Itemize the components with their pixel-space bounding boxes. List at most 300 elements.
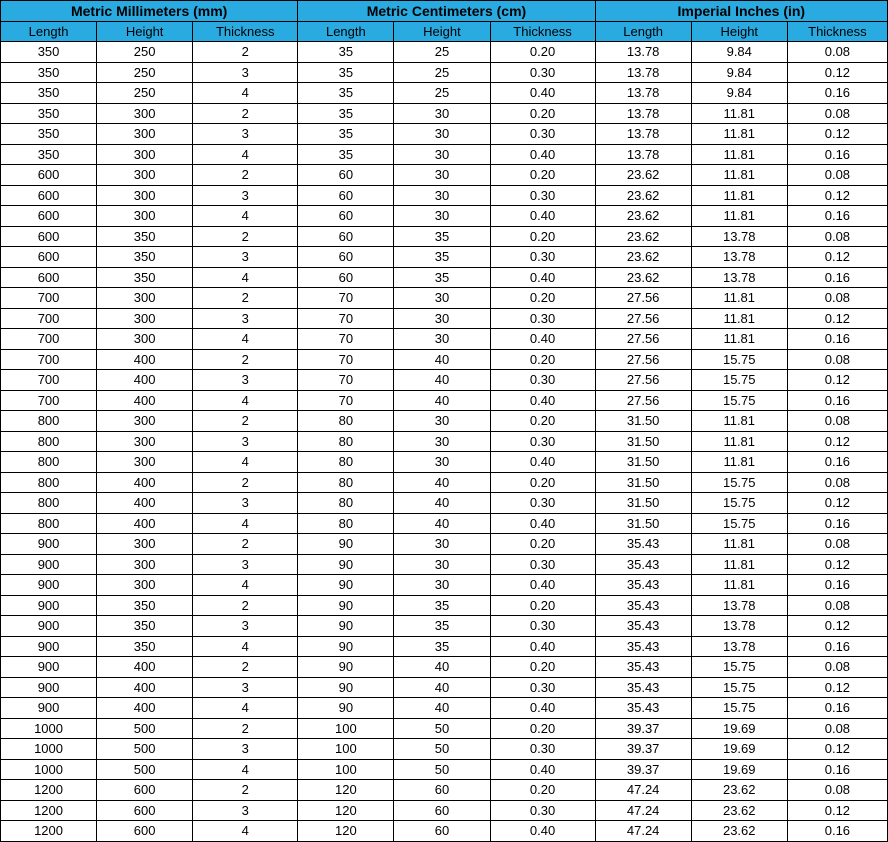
table-cell: 2 [193, 472, 298, 493]
table-cell: 400 [97, 472, 193, 493]
table-cell: 90 [298, 616, 394, 637]
table-cell: 23.62 [691, 800, 787, 821]
table-cell: 60 [394, 780, 490, 801]
table-row [1, 472, 888, 493]
table-cell: 40 [394, 390, 490, 411]
table-cell: 0.20 [490, 534, 595, 555]
table-cell: 800 [1, 493, 97, 514]
table-cell: 4 [193, 759, 298, 780]
table-row [1, 62, 888, 83]
table-cell: 80 [298, 472, 394, 493]
table-cell: 700 [1, 329, 97, 350]
table-cell: 250 [97, 42, 193, 63]
table-cell: 1000 [1, 739, 97, 760]
table-cell: 350 [1, 83, 97, 104]
table-cell: 4 [193, 636, 298, 657]
table-cell: 80 [298, 411, 394, 432]
table-cell: 35.43 [595, 575, 691, 596]
table-cell: 600 [1, 165, 97, 186]
table-cell: 11.81 [691, 288, 787, 309]
table-cell: 0.30 [490, 370, 595, 391]
table-cell: 60 [394, 800, 490, 821]
table-cell: 0.30 [490, 247, 595, 268]
table-cell: 0.08 [787, 780, 887, 801]
table-cell: 0.30 [490, 800, 595, 821]
table-cell: 31.50 [595, 431, 691, 452]
table-cell: 27.56 [595, 288, 691, 309]
table-cell: 0.08 [787, 288, 887, 309]
table-cell: 900 [1, 636, 97, 657]
table-cell: 50 [394, 739, 490, 760]
table-cell: 11.81 [691, 185, 787, 206]
table-cell: 100 [298, 739, 394, 760]
table-cell: 15.75 [691, 493, 787, 514]
table-cell: 30 [394, 165, 490, 186]
table-cell: 35 [298, 144, 394, 165]
table-cell: 11.81 [691, 575, 787, 596]
table-cell: 60 [298, 247, 394, 268]
table-cell: 3 [193, 370, 298, 391]
table-cell: 70 [298, 308, 394, 329]
table-cell: 0.40 [490, 575, 595, 596]
table-cell: 3 [193, 616, 298, 637]
table-cell: 1000 [1, 718, 97, 739]
table-cell: 0.20 [490, 288, 595, 309]
table-cell: 600 [1, 267, 97, 288]
table-cell: 15.75 [691, 472, 787, 493]
table-cell: 900 [1, 595, 97, 616]
table-cell: 0.40 [490, 83, 595, 104]
table-cell: 4 [193, 821, 298, 842]
table-row [1, 103, 888, 124]
table-cell: 60 [298, 185, 394, 206]
table-cell: 15.75 [691, 513, 787, 534]
table-row [1, 247, 888, 268]
table-cell: 0.40 [490, 329, 595, 350]
table-row [1, 42, 888, 63]
table-cell: 40 [394, 493, 490, 514]
table-cell: 0.12 [787, 554, 887, 575]
table-cell: 400 [97, 370, 193, 391]
table-cell: 3 [193, 677, 298, 698]
table-row [1, 144, 888, 165]
table-row [1, 288, 888, 309]
table-cell: 11.81 [691, 165, 787, 186]
table-head [1, 1, 888, 42]
table-row [1, 165, 888, 186]
table-cell: 0.12 [787, 124, 887, 145]
table-cell: 90 [298, 595, 394, 616]
table-cell: 35 [394, 616, 490, 637]
table-cell: 0.30 [490, 616, 595, 637]
column-header-row [1, 22, 888, 42]
table-row [1, 349, 888, 370]
table-cell: 11.81 [691, 554, 787, 575]
table-cell: 31.50 [595, 493, 691, 514]
group-header-metric-cm: Metric Centimeters (cm) [298, 1, 595, 22]
table-row [1, 821, 888, 842]
table-cell: 300 [97, 554, 193, 575]
table-cell: 70 [298, 370, 394, 391]
table-cell: 350 [97, 636, 193, 657]
table-cell: 13.78 [595, 62, 691, 83]
table-cell: 9.84 [691, 42, 787, 63]
table-cell: 900 [1, 554, 97, 575]
table-row [1, 554, 888, 575]
table-row [1, 657, 888, 678]
table-cell: 0.40 [490, 821, 595, 842]
table-cell: 300 [97, 288, 193, 309]
table-cell: 100 [298, 759, 394, 780]
table-row [1, 390, 888, 411]
table-row [1, 83, 888, 104]
table-cell: 15.75 [691, 349, 787, 370]
table-cell: 80 [298, 431, 394, 452]
table-cell: 0.40 [490, 759, 595, 780]
column-header-mm-thickness: Thickness [193, 22, 298, 42]
table-cell: 30 [394, 534, 490, 555]
table-row [1, 739, 888, 760]
table-row [1, 493, 888, 514]
table-cell: 60 [298, 226, 394, 247]
table-cell: 31.50 [595, 472, 691, 493]
table-cell: 50 [394, 718, 490, 739]
table-cell: 35 [298, 83, 394, 104]
table-cell: 0.16 [787, 206, 887, 227]
table-cell: 30 [394, 103, 490, 124]
table-cell: 0.16 [787, 83, 887, 104]
table-cell: 400 [97, 657, 193, 678]
table-cell: 0.12 [787, 800, 887, 821]
table-cell: 0.20 [490, 780, 595, 801]
table-cell: 0.30 [490, 308, 595, 329]
table-cell: 0.20 [490, 103, 595, 124]
table-cell: 400 [97, 513, 193, 534]
table-cell: 350 [97, 226, 193, 247]
table-cell: 600 [1, 185, 97, 206]
table-cell: 25 [394, 83, 490, 104]
table-cell: 47.24 [595, 780, 691, 801]
table-cell: 2 [193, 595, 298, 616]
table-cell: 300 [97, 329, 193, 350]
table-cell: 300 [97, 534, 193, 555]
table-cell: 300 [97, 431, 193, 452]
table-row [1, 370, 888, 391]
table-cell: 2 [193, 411, 298, 432]
table-row [1, 226, 888, 247]
table-cell: 0.16 [787, 267, 887, 288]
table-cell: 23.62 [691, 780, 787, 801]
table-cell: 4 [193, 698, 298, 719]
table-cell: 35 [394, 595, 490, 616]
table-cell: 700 [1, 370, 97, 391]
table-cell: 800 [1, 411, 97, 432]
table-cell: 4 [193, 513, 298, 534]
table-cell: 1200 [1, 821, 97, 842]
table-cell: 15.75 [691, 698, 787, 719]
table-cell: 2 [193, 349, 298, 370]
table-row [1, 452, 888, 473]
table-cell: 60 [394, 821, 490, 842]
table-cell: 0.12 [787, 431, 887, 452]
table-cell: 90 [298, 575, 394, 596]
table-row [1, 206, 888, 227]
table-cell: 27.56 [595, 370, 691, 391]
table-cell: 23.62 [595, 226, 691, 247]
table-cell: 40 [394, 472, 490, 493]
table-cell: 30 [394, 206, 490, 227]
table-cell: 350 [1, 124, 97, 145]
table-cell: 9.84 [691, 62, 787, 83]
table-cell: 15.75 [691, 677, 787, 698]
table-cell: 11.81 [691, 452, 787, 473]
table-cell: 39.37 [595, 739, 691, 760]
table-cell: 600 [1, 226, 97, 247]
table-cell: 400 [97, 698, 193, 719]
table-cell: 40 [394, 657, 490, 678]
table-cell: 0.08 [787, 534, 887, 555]
table-cell: 300 [97, 308, 193, 329]
table-cell: 3 [193, 739, 298, 760]
table-cell: 0.08 [787, 595, 887, 616]
table-cell: 19.69 [691, 759, 787, 780]
group-header-row [1, 1, 888, 22]
table-cell: 300 [97, 124, 193, 145]
column-header-cm-height: Height [394, 22, 490, 42]
table-cell: 0.08 [787, 411, 887, 432]
table-cell: 0.16 [787, 390, 887, 411]
table-cell: 35.43 [595, 636, 691, 657]
table-cell: 600 [97, 821, 193, 842]
table-cell: 0.30 [490, 739, 595, 760]
table-cell: 27.56 [595, 390, 691, 411]
table-cell: 800 [1, 513, 97, 534]
table-cell: 3 [193, 308, 298, 329]
table-cell: 300 [97, 452, 193, 473]
table-cell: 4 [193, 83, 298, 104]
table-cell: 60 [298, 267, 394, 288]
table-cell: 0.20 [490, 595, 595, 616]
table-cell: 2 [193, 780, 298, 801]
table-cell: 0.16 [787, 575, 887, 596]
table-cell: 35.43 [595, 595, 691, 616]
table-cell: 13.78 [595, 42, 691, 63]
table-cell: 39.37 [595, 759, 691, 780]
table-cell: 0.12 [787, 247, 887, 268]
table-cell: 19.69 [691, 718, 787, 739]
table-cell: 500 [97, 759, 193, 780]
table-body [1, 42, 888, 842]
table-cell: 35.43 [595, 657, 691, 678]
table-cell: 700 [1, 349, 97, 370]
table-row [1, 575, 888, 596]
table-cell: 900 [1, 657, 97, 678]
table-cell: 0.40 [490, 267, 595, 288]
table-cell: 90 [298, 677, 394, 698]
table-cell: 0.20 [490, 226, 595, 247]
table-cell: 35.43 [595, 534, 691, 555]
table-row [1, 677, 888, 698]
table-cell: 30 [394, 431, 490, 452]
table-cell: 13.78 [595, 103, 691, 124]
table-cell: 0.08 [787, 226, 887, 247]
table-cell: 0.16 [787, 636, 887, 657]
table-cell: 600 [97, 800, 193, 821]
table-cell: 0.40 [490, 206, 595, 227]
table-cell: 35 [394, 636, 490, 657]
table-cell: 40 [394, 370, 490, 391]
table-cell: 31.50 [595, 452, 691, 473]
table-cell: 800 [1, 431, 97, 452]
table-cell: 80 [298, 513, 394, 534]
table-cell: 250 [97, 83, 193, 104]
table-cell: 25 [394, 42, 490, 63]
table-cell: 0.30 [490, 185, 595, 206]
table-cell: 0.20 [490, 718, 595, 739]
table-cell: 90 [298, 636, 394, 657]
table-cell: 39.37 [595, 718, 691, 739]
table-cell: 0.08 [787, 165, 887, 186]
table-cell: 11.81 [691, 308, 787, 329]
table-row [1, 329, 888, 350]
table-cell: 47.24 [595, 821, 691, 842]
table-cell: 300 [97, 144, 193, 165]
table-cell: 4 [193, 575, 298, 596]
table-cell: 0.16 [787, 452, 887, 473]
table-cell: 11.81 [691, 411, 787, 432]
column-header-cm-thickness: Thickness [490, 22, 595, 42]
table-cell: 0.20 [490, 349, 595, 370]
table-cell: 0.20 [490, 657, 595, 678]
table-cell: 11.81 [691, 206, 787, 227]
table-cell: 350 [97, 616, 193, 637]
table-cell: 0.20 [490, 42, 595, 63]
table-cell: 70 [298, 390, 394, 411]
table-cell: 11.81 [691, 144, 787, 165]
table-cell: 30 [394, 411, 490, 432]
table-cell: 3 [193, 800, 298, 821]
table-cell: 600 [1, 206, 97, 227]
table-cell: 300 [97, 206, 193, 227]
table-cell: 300 [97, 185, 193, 206]
table-cell: 0.30 [490, 493, 595, 514]
table-cell: 70 [298, 349, 394, 370]
table-row [1, 718, 888, 739]
table-cell: 0.12 [787, 493, 887, 514]
table-cell: 30 [394, 329, 490, 350]
table-cell: 300 [97, 411, 193, 432]
table-cell: 27.56 [595, 329, 691, 350]
table-cell: 23.62 [595, 247, 691, 268]
table-cell: 700 [1, 288, 97, 309]
table-row [1, 267, 888, 288]
table-cell: 0.30 [490, 62, 595, 83]
table-cell: 40 [394, 513, 490, 534]
table-cell: 400 [97, 349, 193, 370]
table-cell: 70 [298, 288, 394, 309]
table-cell: 0.12 [787, 739, 887, 760]
table-cell: 90 [298, 657, 394, 678]
table-cell: 1200 [1, 800, 97, 821]
table-cell: 90 [298, 534, 394, 555]
table-cell: 90 [298, 698, 394, 719]
column-header-in-thickness: Thickness [787, 22, 887, 42]
table-cell: 35 [298, 103, 394, 124]
table-cell: 500 [97, 739, 193, 760]
table-cell: 900 [1, 677, 97, 698]
table-cell: 23.62 [595, 185, 691, 206]
table-cell: 25 [394, 62, 490, 83]
table-cell: 0.40 [490, 698, 595, 719]
table-cell: 3 [193, 62, 298, 83]
table-cell: 23.62 [595, 206, 691, 227]
table-cell: 900 [1, 698, 97, 719]
table-cell: 600 [97, 780, 193, 801]
table-cell: 4 [193, 267, 298, 288]
table-cell: 0.08 [787, 472, 887, 493]
table-cell: 40 [394, 698, 490, 719]
table-cell: 2 [193, 288, 298, 309]
table-cell: 30 [394, 124, 490, 145]
table-row [1, 513, 888, 534]
table-cell: 11.81 [691, 431, 787, 452]
table-cell: 0.12 [787, 616, 887, 637]
table-cell: 350 [1, 144, 97, 165]
table-cell: 0.40 [490, 144, 595, 165]
table-row [1, 636, 888, 657]
table-row [1, 185, 888, 206]
table-cell: 0.16 [787, 329, 887, 350]
table-row [1, 800, 888, 821]
table-row [1, 595, 888, 616]
table-cell: 13.78 [691, 226, 787, 247]
table-cell: 0.30 [490, 124, 595, 145]
table-cell: 11.81 [691, 124, 787, 145]
table-cell: 30 [394, 452, 490, 473]
table-cell: 900 [1, 575, 97, 596]
table-cell: 27.56 [595, 349, 691, 370]
table-cell: 13.78 [595, 144, 691, 165]
table-cell: 900 [1, 534, 97, 555]
table-row [1, 308, 888, 329]
group-header-imperial-in: Imperial Inches (in) [595, 1, 887, 22]
table-cell: 0.08 [787, 657, 887, 678]
table-row [1, 431, 888, 452]
table-cell: 35 [394, 247, 490, 268]
table-cell: 0.12 [787, 185, 887, 206]
table-cell: 0.08 [787, 42, 887, 63]
table-cell: 0.20 [490, 411, 595, 432]
table-cell: 23.62 [595, 165, 691, 186]
table-cell: 23.62 [691, 821, 787, 842]
column-header-mm-length: Length [1, 22, 97, 42]
table-cell: 700 [1, 308, 97, 329]
table-cell: 30 [394, 554, 490, 575]
table-cell: 9.84 [691, 83, 787, 104]
table-cell: 30 [394, 308, 490, 329]
table-cell: 27.56 [595, 308, 691, 329]
table-cell: 700 [1, 390, 97, 411]
table-cell: 0.16 [787, 759, 887, 780]
table-cell: 350 [1, 62, 97, 83]
table-cell: 80 [298, 493, 394, 514]
table-cell: 19.69 [691, 739, 787, 760]
table-cell: 4 [193, 452, 298, 473]
table-cell: 0.08 [787, 103, 887, 124]
table-cell: 300 [97, 103, 193, 124]
table-cell: 80 [298, 452, 394, 473]
table-cell: 0.16 [787, 144, 887, 165]
